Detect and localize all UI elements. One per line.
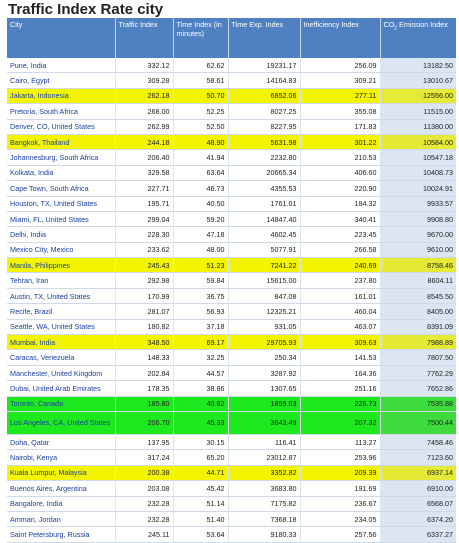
cell-co2-emission-index: 7123.60 bbox=[380, 450, 456, 465]
table-row bbox=[7, 119, 456, 134]
table-row bbox=[7, 434, 456, 449]
cell-inefficiency-index: 223.45 bbox=[300, 227, 380, 242]
cell-time-index: 51.14 bbox=[173, 496, 228, 511]
cell-inefficiency-index: 234.05 bbox=[300, 511, 380, 526]
cell-time-exp-index: 1307.65 bbox=[228, 381, 300, 396]
cell-traffic-index: 228.30 bbox=[115, 227, 173, 242]
table-row bbox=[7, 465, 456, 480]
cell-inefficiency-index: 210.53 bbox=[300, 150, 380, 165]
cell-time-index: 59.84 bbox=[173, 273, 228, 288]
cell-co2-emission-index: 7762.29 bbox=[380, 365, 456, 380]
cell-traffic-index: 203.08 bbox=[115, 481, 173, 496]
table-row bbox=[7, 365, 456, 380]
cell-time-index: 47.18 bbox=[173, 227, 228, 242]
cell-traffic-index: 268.00 bbox=[115, 104, 173, 119]
co2-suffix: Emission Index bbox=[397, 20, 448, 29]
table-body bbox=[7, 58, 456, 542]
cell-inefficiency-index: 191.69 bbox=[300, 481, 380, 496]
cell-time-index: 37.18 bbox=[173, 319, 228, 334]
cell-city[interactable]: Manila, Philippines bbox=[7, 258, 115, 273]
cell-traffic-index: 178.35 bbox=[115, 381, 173, 396]
cell-traffic-index: 329.58 bbox=[115, 165, 173, 180]
cell-time-exp-index: 1761.01 bbox=[228, 196, 300, 211]
cell-time-index: 30.15 bbox=[173, 434, 228, 449]
cell-inefficiency-index: 141.53 bbox=[300, 350, 380, 365]
cell-inefficiency-index: 237.80 bbox=[300, 273, 380, 288]
cell-inefficiency-index: 220.90 bbox=[300, 181, 380, 196]
cell-co2-emission-index: 10408.73 bbox=[380, 165, 456, 180]
cell-time-index: 40.50 bbox=[173, 196, 228, 211]
cell-time-exp-index: 116.41 bbox=[228, 434, 300, 449]
cell-time-exp-index: 8027.25 bbox=[228, 104, 300, 119]
cell-co2-emission-index: 8758.46 bbox=[380, 258, 456, 273]
table-row bbox=[7, 150, 456, 165]
cell-city[interactable]: Seattle, WA, United States bbox=[7, 319, 115, 334]
cell-traffic-index: 200.38 bbox=[115, 465, 173, 480]
cell-inefficiency-index: 266.58 bbox=[300, 242, 380, 257]
table-row bbox=[7, 88, 456, 103]
cell-traffic-index: 262.18 bbox=[115, 88, 173, 103]
cell-time-exp-index: 5077.91 bbox=[228, 242, 300, 257]
cell-time-exp-index: 12325.21 bbox=[228, 304, 300, 319]
cell-inefficiency-index: 460.04 bbox=[300, 304, 380, 319]
cell-city[interactable]: Cape Town, South Africa bbox=[7, 181, 115, 196]
cell-time-exp-index: 23012.87 bbox=[228, 450, 300, 465]
cell-time-index: 41.94 bbox=[173, 150, 228, 165]
cell-time-exp-index: 14847.40 bbox=[228, 211, 300, 226]
cell-co2-emission-index: 6937.14 bbox=[380, 465, 456, 480]
cell-traffic-index: 262.99 bbox=[115, 119, 173, 134]
cell-time-exp-index: 7368.18 bbox=[228, 511, 300, 526]
cell-inefficiency-index: 161.01 bbox=[300, 288, 380, 303]
table-row bbox=[7, 411, 456, 434]
cell-city[interactable]: Bangkok, Thailand bbox=[7, 134, 115, 149]
table-row bbox=[7, 58, 456, 73]
cell-time-exp-index: 6852.06 bbox=[228, 88, 300, 103]
cell-time-exp-index: 1859.03 bbox=[228, 396, 300, 411]
cell-inefficiency-index: 164.36 bbox=[300, 365, 380, 380]
cell-city[interactable]: Doha, Qatar bbox=[7, 434, 115, 449]
column-header-time-index[interactable]: Time Index (in minutes) bbox=[173, 18, 228, 58]
cell-time-exp-index: 20665.34 bbox=[228, 165, 300, 180]
cell-city[interactable]: Amman, Jordan bbox=[7, 511, 115, 526]
cell-co2-emission-index: 13182.50 bbox=[380, 58, 456, 73]
co2-subscript: 2 bbox=[394, 25, 398, 32]
cell-city[interactable]: Saint Petersburg, Russia bbox=[7, 527, 115, 542]
cell-traffic-index: 170.99 bbox=[115, 288, 173, 303]
cell-traffic-index: 292.98 bbox=[115, 273, 173, 288]
table-row bbox=[7, 258, 456, 273]
cell-time-index: 69.17 bbox=[173, 335, 228, 350]
cell-co2-emission-index: 7652.86 bbox=[380, 381, 456, 396]
table-row bbox=[7, 273, 456, 288]
table-row bbox=[7, 73, 456, 88]
table-row bbox=[7, 319, 456, 334]
cell-time-index: 32.25 bbox=[173, 350, 228, 365]
cell-traffic-index: 309.28 bbox=[115, 73, 173, 88]
cell-inefficiency-index: 207.32 bbox=[300, 411, 380, 434]
table-row bbox=[7, 511, 456, 526]
cell-traffic-index: 299.04 bbox=[115, 211, 173, 226]
cell-inefficiency-index: 301.22 bbox=[300, 134, 380, 149]
cell-time-index: 51.40 bbox=[173, 511, 228, 526]
table-row bbox=[7, 450, 456, 465]
cell-city[interactable]: Manchester, United Kingdom bbox=[7, 365, 115, 380]
cell-co2-emission-index: 10547.18 bbox=[380, 150, 456, 165]
cell-traffic-index: 148.33 bbox=[115, 350, 173, 365]
cell-traffic-index: 206.70 bbox=[115, 411, 173, 434]
table-row bbox=[7, 481, 456, 496]
cell-traffic-index: 281.07 bbox=[115, 304, 173, 319]
cell-inefficiency-index: 253.96 bbox=[300, 450, 380, 465]
cell-co2-emission-index: 12556.00 bbox=[380, 88, 456, 103]
cell-traffic-index: 202.84 bbox=[115, 365, 173, 380]
cell-time-index: 53.64 bbox=[173, 527, 228, 542]
cell-city[interactable]: Pune, India bbox=[7, 58, 115, 73]
co2-prefix: CO bbox=[383, 20, 395, 29]
cell-co2-emission-index: 10024.91 bbox=[380, 181, 456, 196]
cell-time-exp-index: 9180.33 bbox=[228, 527, 300, 542]
cell-co2-emission-index: 7988.89 bbox=[380, 335, 456, 350]
cell-city[interactable]: Delhi, India bbox=[7, 227, 115, 242]
cell-time-index: 48.00 bbox=[173, 242, 228, 257]
cell-time-exp-index: 7241.22 bbox=[228, 258, 300, 273]
cell-inefficiency-index: 209.39 bbox=[300, 465, 380, 480]
cell-time-exp-index: 847.08 bbox=[228, 288, 300, 303]
cell-inefficiency-index: 236.67 bbox=[300, 496, 380, 511]
cell-co2-emission-index: 11515.00 bbox=[380, 104, 456, 119]
table-row bbox=[7, 196, 456, 211]
cell-time-index: 46.73 bbox=[173, 181, 228, 196]
cell-city[interactable]: Mumbai, India bbox=[7, 335, 115, 350]
cell-city[interactable]: Buenos Aires, Argentina bbox=[7, 481, 115, 496]
cell-traffic-index: 232.28 bbox=[115, 511, 173, 526]
cell-time-exp-index: 7175.82 bbox=[228, 496, 300, 511]
cell-inefficiency-index: 256.09 bbox=[300, 58, 380, 73]
page-title: Traffic Index Rate city bbox=[8, 1, 164, 18]
cell-co2-emission-index: 9610.00 bbox=[380, 242, 456, 257]
cell-time-index: 45.33 bbox=[173, 411, 228, 434]
cell-city[interactable]: Dubai, United Arab Emirates bbox=[7, 381, 115, 396]
cell-co2-emission-index: 8391.09 bbox=[380, 319, 456, 334]
cell-inefficiency-index: 277.11 bbox=[300, 88, 380, 103]
cell-traffic-index: 332.12 bbox=[115, 58, 173, 73]
cell-city[interactable]: Austin, TX, United States bbox=[7, 288, 115, 303]
cell-time-exp-index: 2232.80 bbox=[228, 150, 300, 165]
cell-traffic-index: 348.50 bbox=[115, 335, 173, 350]
cell-time-index: 58.61 bbox=[173, 73, 228, 88]
cell-co2-emission-index: 9670.00 bbox=[380, 227, 456, 242]
cell-time-exp-index: 15615.00 bbox=[228, 273, 300, 288]
cell-city[interactable]: Kuala Lumpur, Malaysia bbox=[7, 465, 115, 480]
cell-co2-emission-index: 8545.50 bbox=[380, 288, 456, 303]
column-header-co2-emission-index[interactable] bbox=[380, 18, 456, 58]
cell-time-index: 56.93 bbox=[173, 304, 228, 319]
table-row bbox=[7, 165, 456, 180]
table-row bbox=[7, 288, 456, 303]
cell-co2-emission-index: 11380.00 bbox=[380, 119, 456, 134]
cell-traffic-index: 137.95 bbox=[115, 434, 173, 449]
cell-inefficiency-index: 355.08 bbox=[300, 104, 380, 119]
table-row bbox=[7, 396, 456, 411]
cell-city[interactable]: Mexico City, Mexico bbox=[7, 242, 115, 257]
table-row bbox=[7, 134, 456, 149]
cell-co2-emission-index: 7807.50 bbox=[380, 350, 456, 365]
cell-inefficiency-index: 113.27 bbox=[300, 434, 380, 449]
table-row bbox=[7, 227, 456, 242]
cell-traffic-index: 185.80 bbox=[115, 396, 173, 411]
cell-time-index: 63.64 bbox=[173, 165, 228, 180]
cell-traffic-index: 232.28 bbox=[115, 496, 173, 511]
cell-inefficiency-index: 340.41 bbox=[300, 211, 380, 226]
cell-co2-emission-index: 6337.27 bbox=[380, 527, 456, 542]
cell-time-exp-index: 4602.45 bbox=[228, 227, 300, 242]
cell-time-index: 44.57 bbox=[173, 365, 228, 380]
cell-co2-emission-index: 9908.80 bbox=[380, 211, 456, 226]
cell-city[interactable]: Jakarta, Indonesia bbox=[7, 88, 115, 103]
table-row bbox=[7, 211, 456, 226]
cell-city[interactable]: Bangalore, India bbox=[7, 496, 115, 511]
cell-inefficiency-index: 226.73 bbox=[300, 396, 380, 411]
cell-inefficiency-index: 463.07 bbox=[300, 319, 380, 334]
cell-city[interactable]: Pretoria, South Africa bbox=[7, 104, 115, 119]
cell-city[interactable]: Los Angeles, CA, United States bbox=[7, 411, 115, 434]
cell-time-index: 52.50 bbox=[173, 119, 228, 134]
table-row bbox=[7, 350, 456, 365]
cell-inefficiency-index: 184.32 bbox=[300, 196, 380, 211]
cell-traffic-index: 245.43 bbox=[115, 258, 173, 273]
cell-time-exp-index: 3643.49 bbox=[228, 411, 300, 434]
cell-inefficiency-index: 171.83 bbox=[300, 119, 380, 134]
cell-inefficiency-index: 309.63 bbox=[300, 335, 380, 350]
cell-inefficiency-index: 240.69 bbox=[300, 258, 380, 273]
cell-time-index: 51.23 bbox=[173, 258, 228, 273]
cell-time-index: 52.25 bbox=[173, 104, 228, 119]
cell-time-index: 45.42 bbox=[173, 481, 228, 496]
cell-time-index: 59.20 bbox=[173, 211, 228, 226]
cell-time-exp-index: 29705.93 bbox=[228, 335, 300, 350]
table-row bbox=[7, 304, 456, 319]
cell-traffic-index: 233.62 bbox=[115, 242, 173, 257]
table-row bbox=[7, 181, 456, 196]
cell-inefficiency-index: 309.21 bbox=[300, 73, 380, 88]
table-row bbox=[7, 527, 456, 542]
cell-city[interactable]: Toronto, Canada bbox=[7, 396, 115, 411]
table-row bbox=[7, 381, 456, 396]
cell-time-index: 38.86 bbox=[173, 381, 228, 396]
cell-co2-emission-index: 6568.07 bbox=[380, 496, 456, 511]
cell-time-exp-index: 4355.53 bbox=[228, 181, 300, 196]
cell-time-index: 36.75 bbox=[173, 288, 228, 303]
cell-traffic-index: 227.71 bbox=[115, 181, 173, 196]
cell-time-exp-index: 19231.17 bbox=[228, 58, 300, 73]
cell-inefficiency-index: 406.60 bbox=[300, 165, 380, 180]
cell-co2-emission-index: 13010.67 bbox=[380, 73, 456, 88]
cell-city[interactable]: Johannesburg, South Africa bbox=[7, 150, 115, 165]
cell-co2-emission-index: 8604.11 bbox=[380, 273, 456, 288]
cell-time-index: 65.20 bbox=[173, 450, 228, 465]
cell-city[interactable]: Nairobi, Kenya bbox=[7, 450, 115, 465]
cell-traffic-index: 180.82 bbox=[115, 319, 173, 334]
cell-time-exp-index: 250.34 bbox=[228, 350, 300, 365]
cell-time-index: 50.70 bbox=[173, 88, 228, 103]
cell-time-exp-index: 14164.83 bbox=[228, 73, 300, 88]
table-row bbox=[7, 104, 456, 119]
cell-inefficiency-index: 251.16 bbox=[300, 381, 380, 396]
cell-city[interactable]: Recife, Brazil bbox=[7, 304, 115, 319]
cell-time-exp-index: 3352.82 bbox=[228, 465, 300, 480]
cell-time-exp-index: 931.05 bbox=[228, 319, 300, 334]
cell-city[interactable]: Cairo, Egypt bbox=[7, 73, 115, 88]
cell-city[interactable]: Tehran, Iran bbox=[7, 273, 115, 288]
cell-traffic-index: 245.11 bbox=[115, 527, 173, 542]
table-header-row bbox=[7, 18, 456, 58]
cell-co2-emission-index: 6910.00 bbox=[380, 481, 456, 496]
cell-time-index: 48.90 bbox=[173, 134, 228, 149]
table-row bbox=[7, 335, 456, 350]
table-row bbox=[7, 496, 456, 511]
column-header-inefficiency-index[interactable]: Inefficiency Index bbox=[300, 18, 380, 58]
column-header-city[interactable]: City bbox=[7, 18, 115, 58]
cell-traffic-index: 317.24 bbox=[115, 450, 173, 465]
table-row bbox=[7, 242, 456, 257]
cell-traffic-index: 195.71 bbox=[115, 196, 173, 211]
column-header-time-exp-index[interactable]: Time Exp. Index bbox=[228, 18, 300, 58]
column-header-traffic-index[interactable]: Traffic Index bbox=[115, 18, 173, 58]
cell-city[interactable]: Denver, CO, United States bbox=[7, 119, 115, 134]
cell-time-exp-index: 8227.95 bbox=[228, 119, 300, 134]
cell-co2-emission-index: 10584.00 bbox=[380, 134, 456, 149]
traffic-index-table bbox=[7, 18, 456, 543]
cell-co2-emission-index: 6374.20 bbox=[380, 511, 456, 526]
cell-city[interactable]: Houston, TX, United States bbox=[7, 196, 115, 211]
cell-inefficiency-index: 257.56 bbox=[300, 527, 380, 542]
cell-city[interactable]: Kolkata, India bbox=[7, 165, 115, 180]
cell-city[interactable]: Miami, FL, United States bbox=[7, 211, 115, 226]
cell-time-exp-index: 5631.98 bbox=[228, 134, 300, 149]
cell-time-exp-index: 3683.80 bbox=[228, 481, 300, 496]
cell-co2-emission-index: 9933.57 bbox=[380, 196, 456, 211]
cell-traffic-index: 206.40 bbox=[115, 150, 173, 165]
cell-time-index: 44.71 bbox=[173, 465, 228, 480]
cell-co2-emission-index: 7458.46 bbox=[380, 434, 456, 449]
cell-city[interactable]: Caracas, Venezuela bbox=[7, 350, 115, 365]
cell-co2-emission-index: 7500.44 bbox=[380, 411, 456, 434]
cell-time-index: 40.82 bbox=[173, 396, 228, 411]
cell-time-index: 62.62 bbox=[173, 58, 228, 73]
cell-co2-emission-index: 8405.00 bbox=[380, 304, 456, 319]
cell-co2-emission-index: 7535.88 bbox=[380, 396, 456, 411]
cell-time-exp-index: 3287.92 bbox=[228, 365, 300, 380]
cell-traffic-index: 244.18 bbox=[115, 134, 173, 149]
